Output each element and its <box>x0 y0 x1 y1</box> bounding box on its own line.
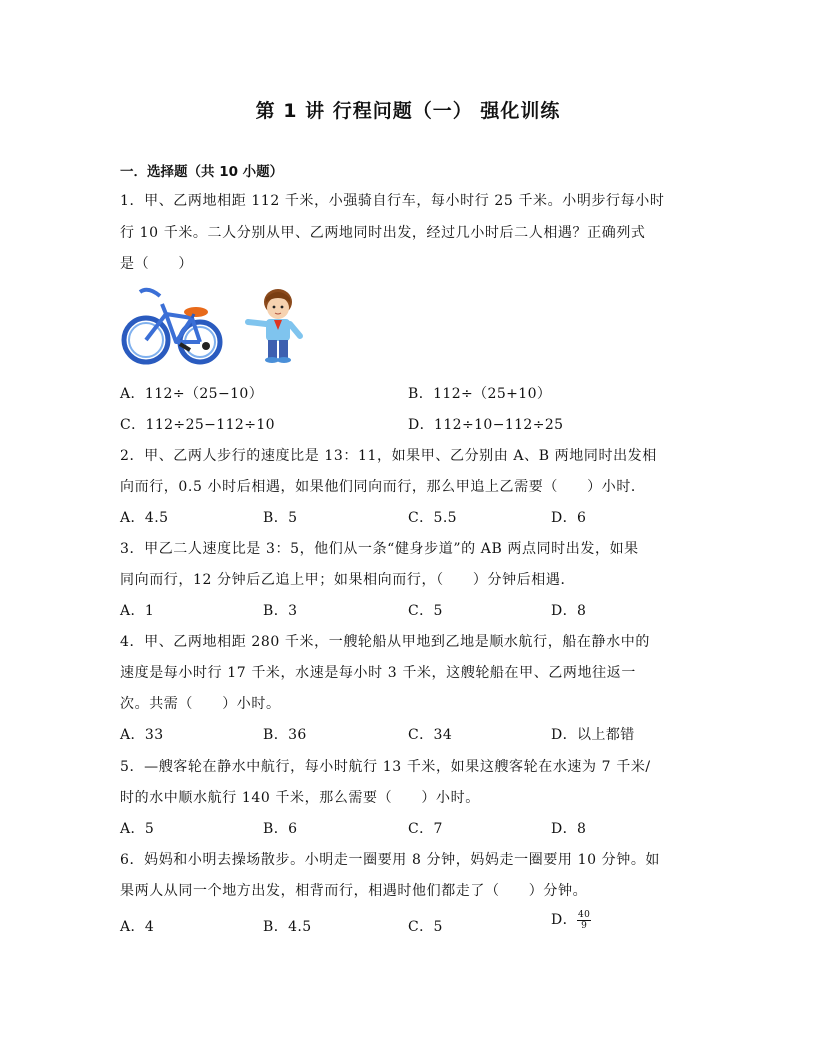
q5-option-c: C．7 <box>408 821 443 837</box>
q4-option-d: D．以上都错 <box>551 727 635 743</box>
page-title: 第 1 讲 行程问题（一） 强化训练 <box>255 100 561 122</box>
q5-line-2: 时的水中顺水航行 140 千米，那么需要（ ）小时。 <box>120 790 480 806</box>
q2-line-2: 向而行，0.5 小时后相遇，如果他们同向而行，那么甲追上乙需要（ ）小时． <box>120 479 646 495</box>
bicycle-icon <box>124 290 220 362</box>
q1-option-b: B．112÷（25+10） <box>408 386 552 402</box>
q6-option-a: A．4 <box>120 919 155 935</box>
q4-line-3: 次。共需（ ）小时。 <box>120 696 281 712</box>
q6-option-d-label: D． <box>551 912 578 928</box>
q6-option-d <box>551 909 591 931</box>
q3-option-c: C．5 <box>408 603 443 619</box>
q2-option-a: A．4.5 <box>120 510 169 526</box>
bicycle-and-boy-image <box>120 284 310 366</box>
q2-line-1: 2．甲、乙两人步行的速度比是 13：11，如果甲、乙分别由 A、B 两地同时出发相 <box>120 448 657 464</box>
q3-line-1: 3．甲乙二人速度比是 3：5，他们从一条“健身步道”的 AB 两点同时出发，如果 <box>120 541 639 557</box>
q1-option-a: A．112÷（25−10） <box>120 386 264 402</box>
q1-option-d: D．112÷10−112÷25 <box>408 417 564 433</box>
q6-option-b: B．4.5 <box>263 919 312 935</box>
q4-line-2: 速度是每小时行 17 千米，水速是每小时 3 千米，这艘轮船在甲、乙两地往返一 <box>120 665 636 681</box>
q2-option-b: B．5 <box>263 510 298 526</box>
q1-line-1: 1．甲、乙两地相距 112 千米，小强骑自行车，每小时行 25 千米。小明步行每小时 <box>120 193 665 209</box>
q6-line-2: 果两人从同一个地方出发，相背而行，相遇时他们都走了（ ）分钟。 <box>120 883 588 899</box>
q1-illustration <box>120 284 310 370</box>
q6-option-c: C．5 <box>408 919 443 935</box>
fraction-numerator: 40 <box>578 909 591 920</box>
q4-option-c: C．34 <box>408 727 453 743</box>
q3-line-2: 同向而行，12 分钟后乙追上甲；如果相向而行，（ ）分钟后相遇． <box>120 572 576 588</box>
q5-option-b: B．6 <box>263 821 298 837</box>
section-heading: 一．选择题（共 10 小题） <box>120 164 284 180</box>
q4-option-a: A．33 <box>120 727 164 743</box>
q2-option-c: C．5.5 <box>408 510 457 526</box>
q3-option-d: D．8 <box>551 603 587 619</box>
q3-option-a: A．1 <box>120 603 155 619</box>
q4-option-b: B．36 <box>263 727 307 743</box>
boy-icon <box>248 289 300 363</box>
q6-option-d-fraction <box>577 910 591 931</box>
q5-option-a: A．5 <box>120 821 155 837</box>
q2-option-d: D．6 <box>551 510 587 526</box>
q6-line-1: 6．妈妈和小明去操场散步。小明走一圈要用 8 分钟，妈妈走一圈要用 10 分钟。如 <box>120 852 661 868</box>
q5-line-1: 5．—艘客轮在静水中航行，每小时航行 13 千米，如果这艘客轮在水速为 7 千米/ <box>120 759 651 775</box>
q4-line-1: 4．甲、乙两地相距 280 千米，一艘轮船从甲地到乙地是顺水航行，船在静水中的 <box>120 634 650 650</box>
fraction-denominator: 9 <box>581 920 588 931</box>
q1-line-3: 是（ ） <box>120 256 193 272</box>
q5-option-d: D．8 <box>551 821 587 837</box>
q1-option-c: C．112÷25−112÷10 <box>120 417 275 433</box>
q1-line-2: 行 10 千米。二人分别从甲、乙两地同时出发，经过几小时后二人相遇？正确列式 <box>120 225 646 241</box>
q3-option-b: B．3 <box>263 603 298 619</box>
